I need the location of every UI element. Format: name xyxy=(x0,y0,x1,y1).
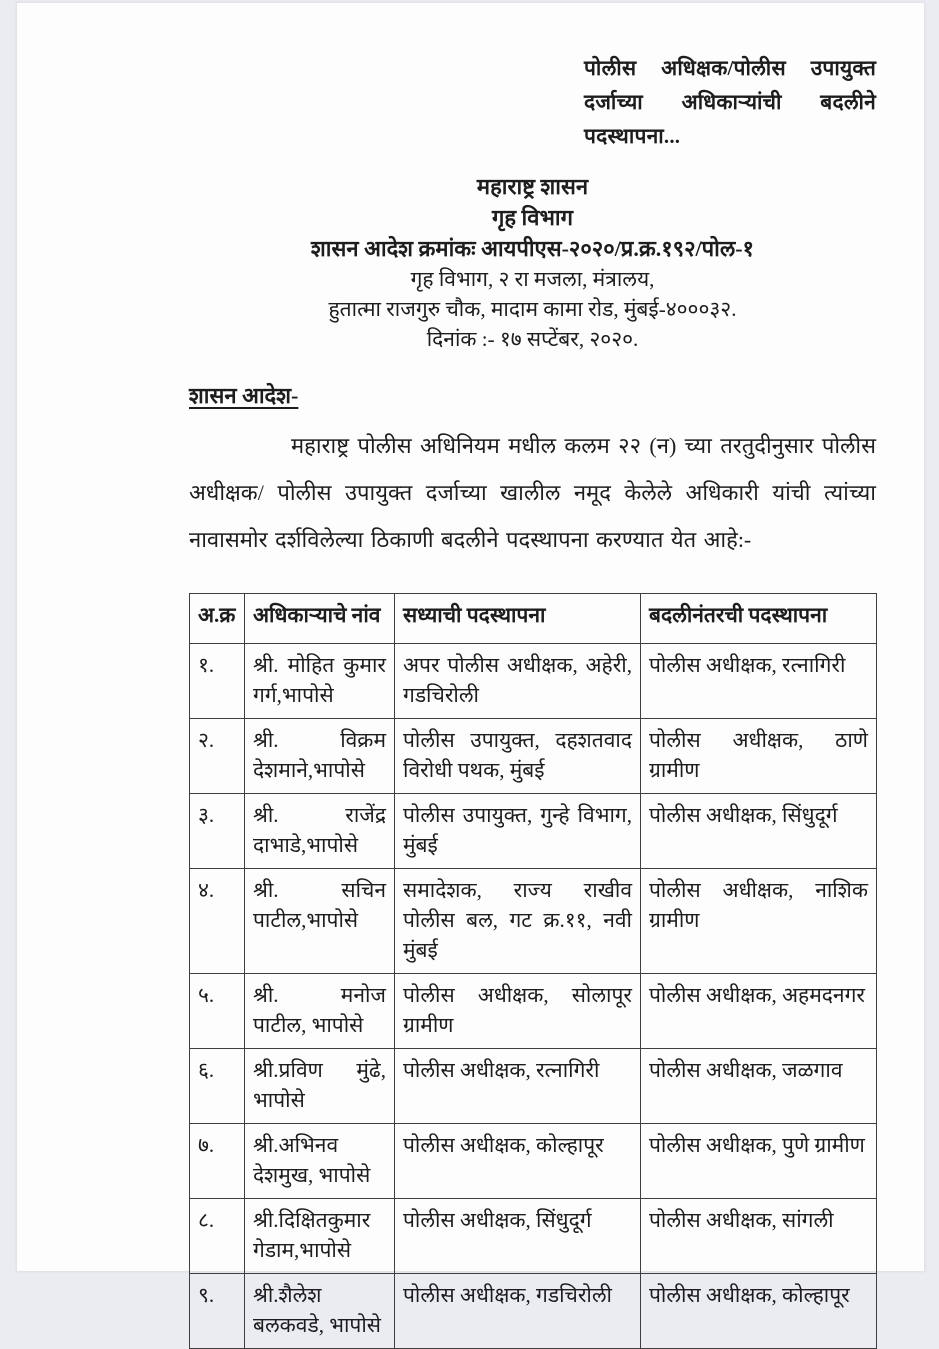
transfer-table xyxy=(189,593,877,1349)
table-header-row xyxy=(190,594,877,644)
serial-cell: ६. xyxy=(190,1049,245,1124)
officer-name-cell: श्री. विक्रम देशमाने,भापोसे xyxy=(245,719,395,794)
col-header-new-posting: बदलीनंतरची पदस्थापना xyxy=(641,594,877,644)
current-posting-cell: अपर पोलीस अधीक्षक, अहेरी, गडचिरोली xyxy=(395,644,641,719)
col-header-officer-name: अधिकाऱ्याचे नांव xyxy=(245,594,395,644)
serial-cell: ७. xyxy=(190,1124,245,1199)
current-posting-cell: पोलीस अधीक्षक, गडचिरोली xyxy=(395,1274,641,1349)
letterhead-date-line: दिनांक :- १७ सप्टेंबर, २०२०. xyxy=(426,327,639,351)
officer-name-cell: श्री. मोहित कुमार गर्ग,भापोसे xyxy=(245,644,395,719)
current-posting-cell: पोलीस अधीक्षक, सोलापूर ग्रामीण xyxy=(395,974,641,1049)
order-heading xyxy=(189,380,876,410)
table-row xyxy=(190,1124,877,1199)
officer-name-cell: श्री.प्रविण मुंढे, भापोसे xyxy=(245,1049,395,1124)
serial-cell: ९. xyxy=(190,1274,245,1349)
serial-cell: ५. xyxy=(190,974,245,1049)
officer-name-cell: श्री.शैलेश बलकवडे, भापोसे xyxy=(245,1274,395,1349)
current-posting-cell: पोलीस अधीक्षक, रत्नागिरी xyxy=(395,1049,641,1124)
letterhead-department: गृह विभाग xyxy=(491,205,574,230)
order-heading-text: शासन आदेश- xyxy=(189,383,299,408)
new-posting-cell: पोलीस अधीक्षक, पुणे ग्रामीण xyxy=(641,1124,877,1199)
serial-cell: ४. xyxy=(190,869,245,974)
letterhead-order-number: शासन आदेश क्रमांकः आयपीएस-२०२०/प्र.क्र.१९२/पोल-१ xyxy=(311,236,754,261)
serial-cell: ३. xyxy=(190,794,245,869)
new-posting-cell: पोलीस अधीक्षक, रत्नागिरी xyxy=(641,644,877,719)
serial-cell: ८. xyxy=(190,1199,245,1274)
current-posting-cell: समादेशक, राज्य राखीव पोलीस बल, गट क्र.११, नवी मुंबई xyxy=(395,869,641,974)
officer-name-cell: श्री. मनोज पाटील, भापोसे xyxy=(245,974,395,1049)
table-row xyxy=(190,1274,877,1349)
transfer-table-body xyxy=(190,644,877,1349)
document-content xyxy=(17,3,924,1349)
new-posting-cell: पोलीस अधीक्षक, कोल्हापूर xyxy=(641,1274,877,1349)
table-row xyxy=(190,719,877,794)
table-row xyxy=(190,869,877,974)
current-posting-cell: पोलीस उपायुक्त, दहशतवाद विरोधी पथक, मुंबई xyxy=(395,719,641,794)
order-paragraph: महाराष्ट्र पोलीस अधिनियम मधील कलम २२ (न) च्या तरतुदीनुसार पोलीस अधीक्षक/ पोलीस उपायुक्त दर्जाच्या खालील नमूद केलेले अधिकारी यांची त्यांच्या नावासमोर दर्शविलेल्या ठिकाणी बदलीने पदस्थापना करण्यात येत आहे:- xyxy=(189,433,876,552)
officer-name-cell: श्री. सचिन पाटील,भापोसे xyxy=(245,869,395,974)
col-header-current-posting: सध्याची पदस्थापना xyxy=(395,594,641,644)
letterhead-address-line-1: गृह विभाग, २ रा मजला, मंत्रालय, xyxy=(410,267,655,291)
current-posting-cell: पोलीस अधीक्षक, कोल्हापूर xyxy=(395,1124,641,1199)
table-row xyxy=(190,1199,877,1274)
new-posting-cell: पोलीस अधीक्षक, सांगली xyxy=(641,1199,877,1274)
officer-name-cell: श्री.दिक्षितकुमार गेडाम,भापोसे xyxy=(245,1199,395,1274)
transfer-table-header xyxy=(190,594,877,644)
table-row xyxy=(190,1049,877,1124)
table-row xyxy=(190,644,877,719)
serial-cell: १. xyxy=(190,644,245,719)
current-posting-cell: पोलीस अधीक्षक, सिंधुदूर्ग xyxy=(395,1199,641,1274)
table-row xyxy=(190,794,877,869)
new-posting-cell: पोलीस अधीक्षक, ठाणे ग्रामीण xyxy=(641,719,877,794)
document-page xyxy=(16,2,925,1337)
subject-block: पोलीस अधिक्षक/पोलीस उपायुक्त दर्जाच्या अधिकाऱ्यांची बदलीने पदस्थापना... xyxy=(584,56,876,148)
new-posting-cell: पोलीस अधीक्षक, जळगाव xyxy=(641,1049,877,1124)
current-posting-cell: पोलीस उपायुक्त, गुन्हे विभाग, मुंबई xyxy=(395,794,641,869)
new-posting-cell: पोलीस अधीक्षक, नाशिक ग्रामीण xyxy=(641,869,877,974)
serial-cell: २. xyxy=(190,719,245,794)
letterhead-address-line-2: हुतात्मा राजगुरु चौक, मादाम कामा रोड, मुंबई-४०००३२. xyxy=(328,297,737,321)
officer-name-cell: श्री. राजेंद्र दाभाडे,भापोसे xyxy=(245,794,395,869)
officer-name-cell: श्री.अभिनव देशमुख, भापोसे xyxy=(245,1124,395,1199)
letterhead-government-title: महाराष्ट्र शासन xyxy=(476,174,589,199)
new-posting-cell: पोलीस अधीक्षक, सिंधुदूर्ग xyxy=(641,794,877,869)
letterhead xyxy=(189,171,876,354)
col-header-serial: अ.क्र xyxy=(190,594,245,644)
new-posting-cell: पोलीस अधीक्षक, अहमदनगर xyxy=(641,974,877,1049)
table-row xyxy=(190,974,877,1049)
